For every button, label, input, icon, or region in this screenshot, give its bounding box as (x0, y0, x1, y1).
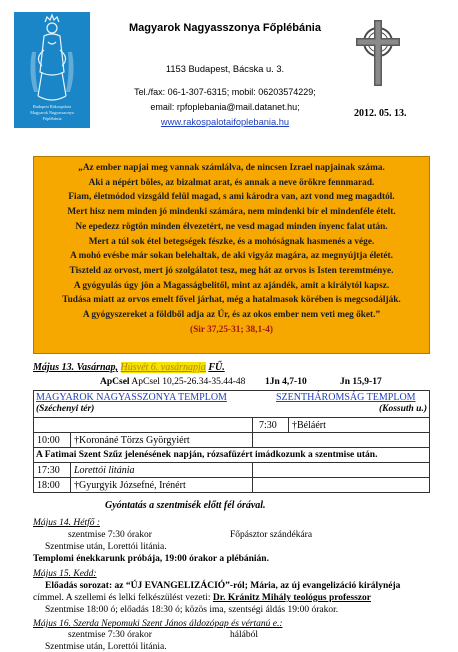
wednesday-mass: szentmise 7:30 órakor (68, 630, 152, 640)
monday-intention: Főpásztor szándékára (230, 530, 313, 540)
tuesday-leader-name: Dr. Kránitz Mihály teológus professzor (212, 593, 371, 603)
tuesday-lecture-topic: az “ÚJ EVANGELIZÁCIÓ”-ról; Mária, az új evangelizáció királynéja (112, 581, 401, 591)
quote-line: A gyógyulás úgy jön a Magasságbelitől, mint az ajándék, amit a királytól kapsz. (73, 280, 390, 291)
wednesday-heading: Május 16. Szerda Nepomuki Szent János áldozópap és vértanú e.: (33, 619, 283, 629)
quote-line: A gyógyszereket a földből adja az Úr, és az okos ember nem veti meg őket.” (82, 310, 381, 321)
logo-line-2: Magyarok Nagyasszonya (30, 110, 74, 115)
monday-heading: Május 14. Hétfő : (33, 518, 101, 528)
scripture-quote-box (33, 156, 430, 354)
tuesday-leader-label: címmel. A szellemi és lelki felkészülést vezeti: (33, 593, 211, 603)
logo-line-3: Főplébánia (42, 116, 62, 121)
quote-line: Tiszteld az orvost, mert jó szolgálatot tesz, meg hát az orvos is Isten teremtménye. (69, 265, 394, 276)
parish-logo (14, 12, 90, 128)
bulletin-date: 2012. 05. 13. (354, 108, 407, 119)
tuesday-leader (33, 593, 371, 603)
tuesday-lecture (45, 581, 400, 591)
quote-line: Tudása miatt az orvos emelt fővel járhat, még a hatalmasok körében is megcsodálják. (62, 295, 401, 306)
celtic-cross-icon (352, 18, 404, 88)
schedule-intention: Lorettói litánia (74, 465, 135, 476)
logo-line-1: Budapest Rákospalota (32, 104, 72, 109)
tuesday-times: Szentmise 18:00 ó; előadás 18:30 ó; közös ima, szentségi áldás 19:00 órakor. (45, 605, 339, 615)
quote-line: Mert a túl sok étel betegségek fészke, és a mohóságnak hasmenés a vége. (88, 236, 375, 247)
church-left-name: MAGYAROK NAGYASSZONYA TEMPLOM (36, 392, 227, 403)
schedule-row-2 (33, 433, 430, 448)
schedule-intention: †Béláért (292, 420, 326, 431)
quote-line: „Az ember napjai meg vannak számlálva, de nincsen Izrael napjainak száma. (78, 163, 385, 173)
confession-note: Gyóntatás a szentmisék előtt fél órával. (105, 500, 266, 511)
parish-address: 1153 Budapest, Bácska u. 3. (165, 64, 285, 74)
sunday-date: Május 13. Vasárnap, (33, 362, 119, 373)
wednesday-litany: Szentmise után, Lorettói litánia. (45, 642, 167, 652)
church-right-name: SZENTHÁROMSÁG TEMPLOM (276, 392, 416, 403)
schedule-header-row (33, 390, 430, 418)
schedule-time: 17:30 (37, 465, 60, 476)
monday-choir: Templomi énekkarunk próbája, 19:00 órakor a plébánián. (33, 554, 269, 564)
schedule-row-3 (33, 448, 430, 463)
sunday-fu: FŰ. (208, 362, 225, 373)
reading-3: Jn 15,9-17 (340, 377, 382, 387)
sunday-heading (33, 362, 225, 373)
reading-1-ref: ApCsel 10,25-26.34-35.44-48 (131, 377, 246, 387)
schedule-row-5 (33, 478, 430, 493)
tuesday-lecture-label: Előadás sorozat: (45, 581, 113, 591)
church-left-location: (Széchenyi tér) (36, 404, 95, 414)
schedule-intention: †Koronáné Törzs Györgyiért (74, 435, 190, 446)
tuesday-heading: Május 15. Kedd: (33, 569, 97, 579)
parish-title: Magyarok Nagyasszonya Főplébánia (129, 22, 321, 34)
wednesday-intention: hálából (230, 630, 258, 640)
quote-line: Ne epedezz rögtön minden élvezetért, ne vesd magad minden ínyenc falat után. (75, 221, 388, 232)
schedule-intention: †Gyurgyik Józsefné, Irénért (74, 480, 186, 491)
fatima-note: A Fatimai Szent Szűz jelenésének napján, rózsafüzért imádkozunk a szentmise után. (36, 450, 378, 460)
parish-website-link[interactable]: www.rakospalotaifoplebania.hu (160, 117, 290, 127)
parish-email[interactable]: email: rpfoplebania@mail.datanet.hu; (150, 102, 300, 112)
quote-line: A mohó evésbe már sokan belehaltak, de aki vigyáz magára, az megnyújtja életét. (70, 251, 393, 262)
quote-line: Aki a népért böles, az bizalmat arat, és annak a neve örökre fennmarad. (88, 177, 375, 188)
schedule-time: 10:00 (37, 435, 60, 446)
schedule-row-4 (33, 463, 430, 478)
reading-1: ApCsel ApCsel 10,25-26.34-35.44-48 (100, 377, 246, 387)
sunday-feast: Húsvét 6. vasárnapja (120, 362, 206, 373)
quote-line: Mert hisz nem minden jó mindenki számára, nem mindenki bír el mindenféle ételt. (67, 207, 396, 218)
monday-mass: szentmise 7:30 órakor (68, 530, 152, 540)
parish-phone: Tel./fax: 06-1-307-6315; mobil: 06203574229; (134, 87, 316, 97)
schedule-time: 18:00 (37, 480, 60, 491)
schedule-row-1 (33, 418, 430, 433)
reading-2: 1Jn 4,7-10 (265, 377, 307, 387)
quote-line: Fiam, életmódod vizsgáld felül magad, s ami károdra van, azt vond meg magadtól. (68, 192, 395, 203)
quote-reference: (Sir 37,25-31; 38,1-4) (190, 324, 273, 335)
schedule-time: 7:30 (259, 420, 277, 431)
church-right-location: (Kossuth u.) (378, 404, 427, 414)
monday-litany: Szentmise után, Lorettói litánia. (45, 542, 167, 552)
